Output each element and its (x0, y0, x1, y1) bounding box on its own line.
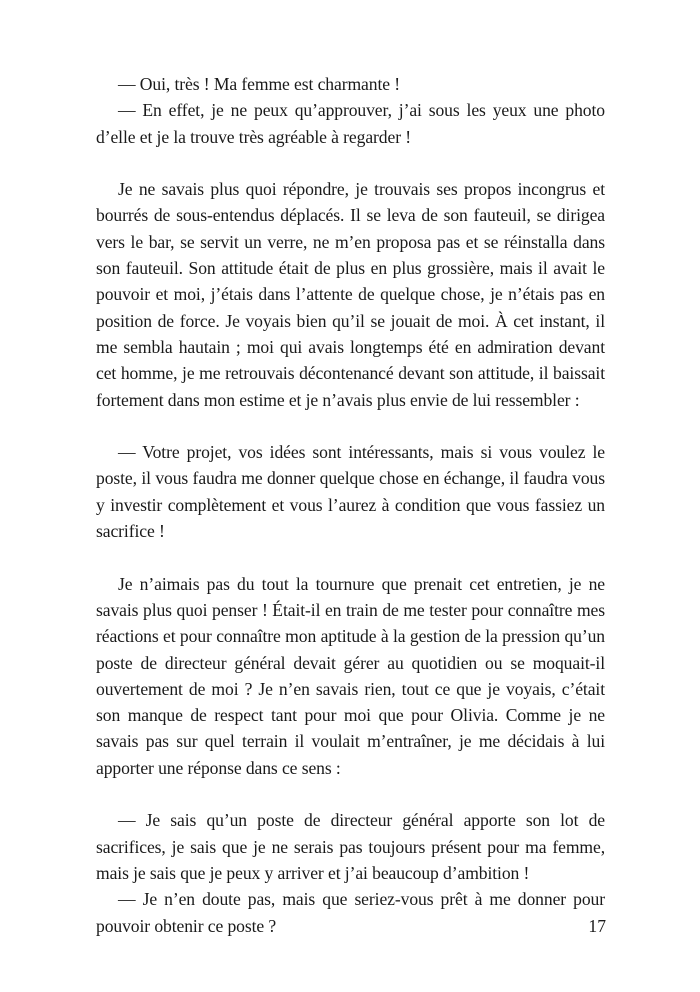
paragraph: Je ne savais plus quoi répondre, je trouvais ses propos incongrus et bourrés de sous-entendus déplacés. Il se leva de son fauteuil, se dirigea vers le bar, se servit un verre, ne m’en proposa pas et se réinstalla dans son fauteuil. Son attitude était de plus en plus grossière, mais il avait le pouvoir et moi, j’étais dans l’attente de quelque chose, je n’étais pas en position de force. Je voyais bien qu’il se jouait de moi. À cet instant, il me sembla hautain ; moi qui avais longtemps été en admiration devant cet homme, je me retrouvais décontenancé devant son attitude, il baissait fortement dans mon estime et je n’avais plus envie de lui ressembler : (96, 179, 605, 410)
page-number: 17 (588, 916, 606, 936)
dialogue-line: — Oui, très ! Ma femme est charmante ! (118, 74, 400, 94)
dialogue-line: — Votre projet, vos idées sont intéressants, mais si vous voulez le poste, il vous faudra me donner quelque chose en échange, il faudra vous y investir complètement et vous l’aurez à condition que vous fassiez un sacrifice ! (96, 442, 605, 542)
dialogue-line: — Je sais qu’un poste de directeur général apporte son lot de sacrifices, je sais que je ne serais pas toujours présent pour ma femme, mais je sais que je peux y arriver et j’ai beaucoup d’ambition ! (96, 810, 605, 883)
section-gap (96, 150, 605, 176)
dialogue-line: — En effet, je ne peux qu’approuver, j’ai sous les yeux une photo d’elle et je la trouve très agréable à regarder ! (96, 100, 605, 147)
section-gap (96, 781, 605, 807)
page-body (96, 71, 605, 939)
section-gap (96, 544, 605, 570)
dialogue-line: — Je n’en doute pas, mais que seriez-vous prêt à me donner pour pouvoir obtenir ce poste ? (96, 889, 605, 936)
section-gap (96, 413, 605, 439)
paragraph: Je n’aimais pas du tout la tournure que prenait cet entretien, je ne savais plus quoi penser ! Était-il en train de me tester pour connaître mes réactions et pour connaître mon aptitude à la gestion de la pression qu’un poste de directeur général devait gérer au quotidien ou se moquait-il ouvertement de moi ? Je n’en savais rien, tout ce que je voyais, c’était son manque de respect tant pour moi que pour Olivia. Comme je ne savais pas sur quel terrain il voulait m’entraîner, je me décidais à lui apporter une réponse dans ce sens : (96, 573, 605, 778)
